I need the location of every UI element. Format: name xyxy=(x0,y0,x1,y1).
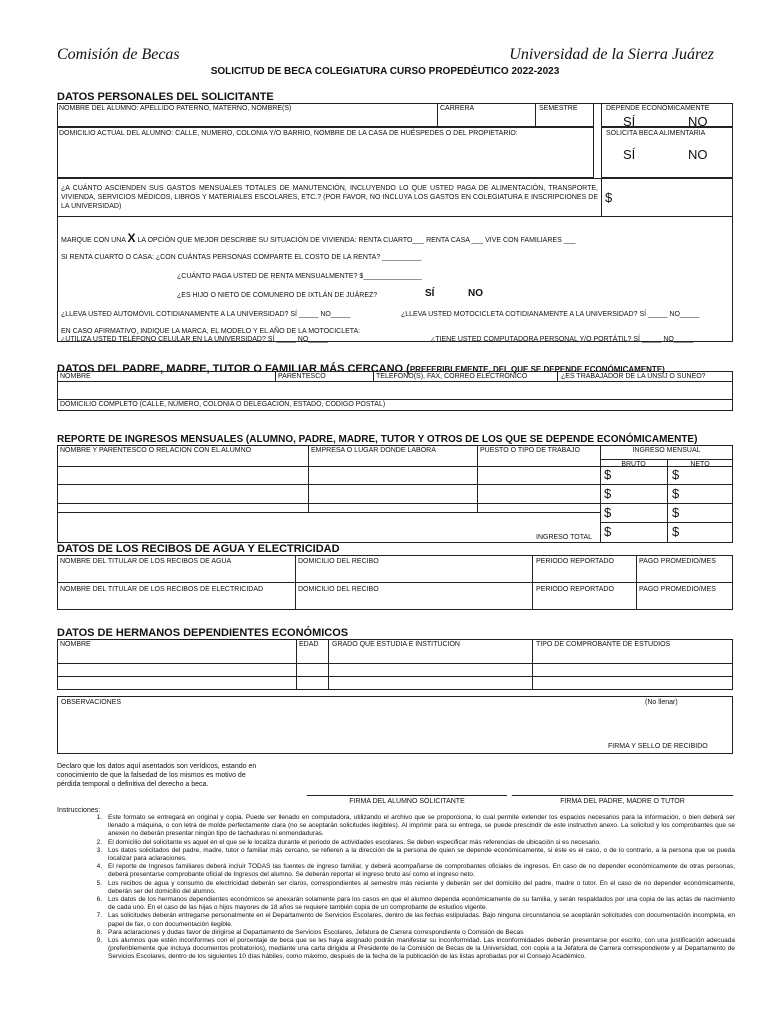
depends-yes[interactable]: SÍ xyxy=(623,114,636,129)
brand-question: EN CASO AFIRMATIVO, INDIQUE LA MARCA, EL MODELO Y EL AÑO DE LA MOTOCICLETA: xyxy=(61,328,361,335)
food-no[interactable]: NO xyxy=(688,147,708,162)
parent-worker-label: ¿ES TRABAJADOR DE LA UNSIJ O SUNEO? xyxy=(561,373,706,380)
observations-label: OBSERVACIONES xyxy=(61,699,122,706)
sibling-age-label: EDAD xyxy=(299,641,319,648)
expenses-dollar[interactable]: $ xyxy=(605,190,613,205)
moto-question: ¿LLEVA USTED MOTOCICLETA COTIDIANAMENTE A LA UNIVERSIDAD? SÍ _____ NO_____ xyxy=(401,311,700,318)
instruction-item: 4. El reporte de Ingresos familiares deberá incluir TODAS las fuentes de ingreso familiar, y deberá acompañarse de comprobantes oficiales de ingresos. En caso de no depender económicamente de otras personas, deberá presentarse comprobante oficial de Ingresos del alumno. Se deberán reportar el ingreso bruto así como el ingreso neto. xyxy=(96,863,735,879)
rent-question: ¿CUÁNTO PAGA USTED DE RENTA MENSUALMENTE? $_______________ xyxy=(177,273,422,280)
income-gross-label: BRUTO xyxy=(621,461,646,468)
form-title: SOLICITUD DE BECA COLEGIATURA CURSO PROPEDÉUTICO 2022-2023 xyxy=(210,66,560,77)
income-gross-3[interactable]: $ xyxy=(604,505,612,520)
phone-question: ¿UTILIZA USTED TELÉFONO CELULAR EN LA UNIVERSIDAD? SÍ _____ NO_____ xyxy=(61,336,328,343)
parent-address-label: DOMICILIO COMPLETO (CALLE, NÚMERO, COLONIA O DELEGACIÓN, ESTADO, CODIGO POSTAL) xyxy=(60,401,386,408)
parent-name-label: NOMBRE xyxy=(60,373,91,380)
semester-label: SEMESTRE xyxy=(539,105,578,112)
instruction-item: 2. El domicilio del solicitante es aquel en el que se le localiza durante el periodo de actividades escolares. Se deben especificar más referencias de ubicación si es necesario. xyxy=(96,838,601,846)
section-siblings: DATOS DE HERMANOS DEPENDIENTES ECONÓMICOS xyxy=(57,627,349,639)
instructions-title: Instrucciones: xyxy=(57,807,101,814)
income-gross-1[interactable]: $ xyxy=(604,467,612,482)
income-col-name: NOMBRE Y PARENTESCO O RELACIÓN CON EL ALUMNO xyxy=(60,447,252,454)
comunero-no[interactable]: NO xyxy=(468,288,483,299)
section-receipts: DATOS DE LOS RECIBOS DE AGUA Y ELECTRICIDAD xyxy=(57,543,340,555)
income-gross-total[interactable]: $ xyxy=(604,524,612,539)
income-col-monthly: INGRESO MENSUAL xyxy=(632,447,701,454)
declaration-text: Declaro que los datos aquí asentados son verídicos, estando en conocimiento de que la falsedad de los mismos es motivo de pérdida temporal o definitiva del derecho a beca. xyxy=(57,763,257,788)
water-period-label: PERIODO REPORTADO xyxy=(536,558,614,565)
elec-period-label: PERIODO REPORTADO xyxy=(536,586,614,593)
parent-signature-label: FIRMA DEL PADRE, MADRE O TUTOR xyxy=(560,798,685,805)
expenses-question: ¿A CUÁNTO ASCIENDEN SUS GASTOS MENSUALES TOTALES DE MANUTENCIÓN, INCLUYENDO LO QUE USTED PAGA DE ALIMENTACIÓN, TRANSPORTE, VIVIENDA, SERVICIOS MÉDICOS, LIBROS Y MATERIALES ESCOLARES, ETC.? (POR FAVOR, NO INCLUYA LOS GASTOS EN COLEGIATURA E INSCRIPCIONES DE LA UNIVERSIDAD) xyxy=(61,185,598,210)
student-name-label: NOMBRE DEL ALUMNO: APELLIDO PATERNO, MATERNO, NOMBRE(S) xyxy=(59,105,292,112)
water-holder-label: NOMBRE DEL TITULAR DE LOS RECIBOS DE AGUA xyxy=(60,558,232,565)
car-question: ¿LLEVA USTED AUTOMÓVIL COTIDIANAMENTE A LA UNIVERSIDAD? SÍ _____ NO_____ xyxy=(61,311,351,318)
income-col-company: EMPRESA O LUGAR DONDE LABORA xyxy=(311,447,436,454)
instruction-item: 7. Las solicitudes deberán entregarse personalmente en el Departamento de Servicios Escolares, dentro de las fechas estipuladas. Bajo ninguna circunstancia se aceptarán solicitudes con documentación incompleta, en papel de fax, o con documentación ilegible. xyxy=(96,912,735,928)
food-yes[interactable]: SÍ xyxy=(623,147,636,162)
depends-label: DEPENDE ECONÓMICAMENTE xyxy=(606,105,710,112)
income-net-3[interactable]: $ xyxy=(672,505,680,520)
housing-question: MARQUE CON UNA X LA OPCIÓN QUE MEJOR DESCRIBE SU SITUACIÓN DE VIVIENDA: RENTA CUARTO___ RENTA CASA ___ VIVE CON FAMILIARES ___ xyxy=(61,231,576,245)
instruction-item: 9. Los alumnos que estén inconformes con el porcentaje de beca que se les haya asignado podrán manifestar su inconformidad. Las inconformidades deberán presentarse por escrito, con una justificación adecuada (preferiblemente que incluya documentos probatorios), mediante una carta dirigida al Presidente de la Comisión de Becas de la Universidad, con copia a la Jefatura de Carrera correspondiente y al Departamento de Servicios Escolares, dentro de los siguientes 10 días hábiles, como máximo, después de la fecha de la publicación de las listas aprobadas por el Consejo Académico. xyxy=(96,937,735,961)
income-net-total[interactable]: $ xyxy=(672,524,680,539)
comunero-yes[interactable]: SÍ xyxy=(425,288,435,299)
parent-relation-label: PARENTESCO xyxy=(278,373,326,380)
income-total-label: INGRESO TOTAL xyxy=(536,534,593,541)
sibling-name-label: NOMBRE xyxy=(60,641,91,648)
income-net-2[interactable]: $ xyxy=(672,486,680,501)
instruction-item: 1. Este formato se entregará en original y copia. Puede ser llenado en computadora, utilizando el archivo que se proporciona, lo cual permite extender los espacios necesarios para la información, o bien deberá ser llenado a máquina, o con letra de molde perfectamente clara (no se aceptarán solicitudes ilegibles). Al imprimir para su entrega, se puede prescindir de este instructivo anexo. La solicitud y los comprobantes que se anexen no deberán presentar ningún tipo de tachaduras ni enmendaduras. xyxy=(96,814,735,838)
header-left: Comisión de Becas xyxy=(57,46,180,63)
parent-phone-label: TELEFONO(S), FAX, CORREO ELECTRÓNICO xyxy=(376,373,528,380)
water-avg-label: PAGO PROMEDIO/MES xyxy=(639,558,716,565)
sibling-proof-label: TIPO DE COMPROBANTE DE ESTUDIOS xyxy=(536,641,671,648)
address-label: DOMICILIO ACTUAL DEL ALUMNO: CALLE, NUMERO, COLONIA Y/O BARRIO, NOMBRE DE LA CASA DE HUÉSPEDES O DEL PROPIETARIO: xyxy=(59,130,518,137)
income-net-1[interactable]: $ xyxy=(672,467,680,482)
instruction-item: 8. Para aclaraciones y dudas favor de dirigirse al Departamento de Servicios Escolares, Jefatura de Carrera correspondiente o Comisión de Becas xyxy=(96,928,524,936)
computer-question: ¿TIENE USTED COMPUTADORA PERSONAL Y/O PORTÁTIL? SÍ _____ NO_____ xyxy=(431,336,694,343)
instruction-item: 5. Los recibos de agua y consumo de electricidad deberán ser claros, correspondientes al semestre más reciente y deberán ser del domicilio del padre, madre o tutor. En el caso de no depender económicamente, deberán ser del domicilio del alumno. xyxy=(96,879,735,895)
depends-no[interactable]: NO xyxy=(688,114,708,129)
food-label: SOLICITA BECA ALIMENTARIA xyxy=(606,130,706,137)
stamp-label: FIRMA Y SELLO DE RECIBIDO xyxy=(608,743,708,750)
instruction-item: 3. Los datos solicitados del padre, madre, tutor o familiar más cercano, se refieren a la dirección de la persona de quien se depende económicamente, si éste es el caso, o de lo contrario, a la persona que se pueda localizar para aclaraciones. xyxy=(96,846,735,863)
elec-address-label: DOMICILIO DEL RECIBO xyxy=(298,586,379,593)
student-signature-label: FIRMA DEL ALUMNO SOLICITANTE xyxy=(349,798,465,805)
sibling-grade-label: GRADO QUE ESTUDIA E INSTITUCIÓN xyxy=(332,641,460,648)
career-label: CARRERA xyxy=(440,105,475,112)
elec-avg-label: PAGO PROMEDIO/MES xyxy=(639,586,716,593)
income-col-position: PUESTO O TIPO DE TRABAJO xyxy=(480,447,580,454)
instructions-list xyxy=(57,814,735,962)
instruction-item: 6. Los datos de los hermanos dependientes económicos se anexarán solamente para los casos en que el alumno dependa económicamente de su familia, y serán respaldados por una copia de las actas de nacimiento de cada uno. En el caso de las hijas o hijos mayores de 18 años se requiere también copia de un comprobante de estudios vigente. xyxy=(96,896,735,912)
water-address-label: DOMICILIO DEL RECIBO xyxy=(298,558,379,565)
header-right: Universidad de la Sierra Juárez xyxy=(509,46,714,63)
income-net-label: NETO xyxy=(690,461,710,468)
comunero-question: ¿ES HIJO O NIETO DE COMUNERO DE IXTLÁN DE JUÁREZ? xyxy=(177,292,378,299)
share-question: SI RENTA CUARTO O CASA: ¿CON CUÁNTAS PERSONAS COMPARTE EL COSTO DE LA RENTA? __________ xyxy=(61,254,422,261)
section-parent: DATOS DEL PADRE, MADRE, TUTOR O FAMILIAR MÁS CERCANO (PREFERIBLEMENTE, DEL QUE SE DEPENDE ECONÓMICAMENTE) xyxy=(57,363,665,375)
income-gross-2[interactable]: $ xyxy=(604,486,612,501)
no-fill-label: (No llenar) xyxy=(645,699,678,706)
section-personal: DATOS PERSONALES DEL SOLICITANTE xyxy=(57,91,274,103)
elec-holder-label: NOMBRE DEL TITULAR DE LOS RECIBOS DE ELECTRICIDAD xyxy=(60,586,264,593)
section-income: REPORTE DE INGRESOS MENSUALES (ALUMNO, PADRE, MADRE, TUTOR Y OTROS DE LOS QUE SE DEPENDE ECONÓMICAMENTE) xyxy=(57,434,698,445)
